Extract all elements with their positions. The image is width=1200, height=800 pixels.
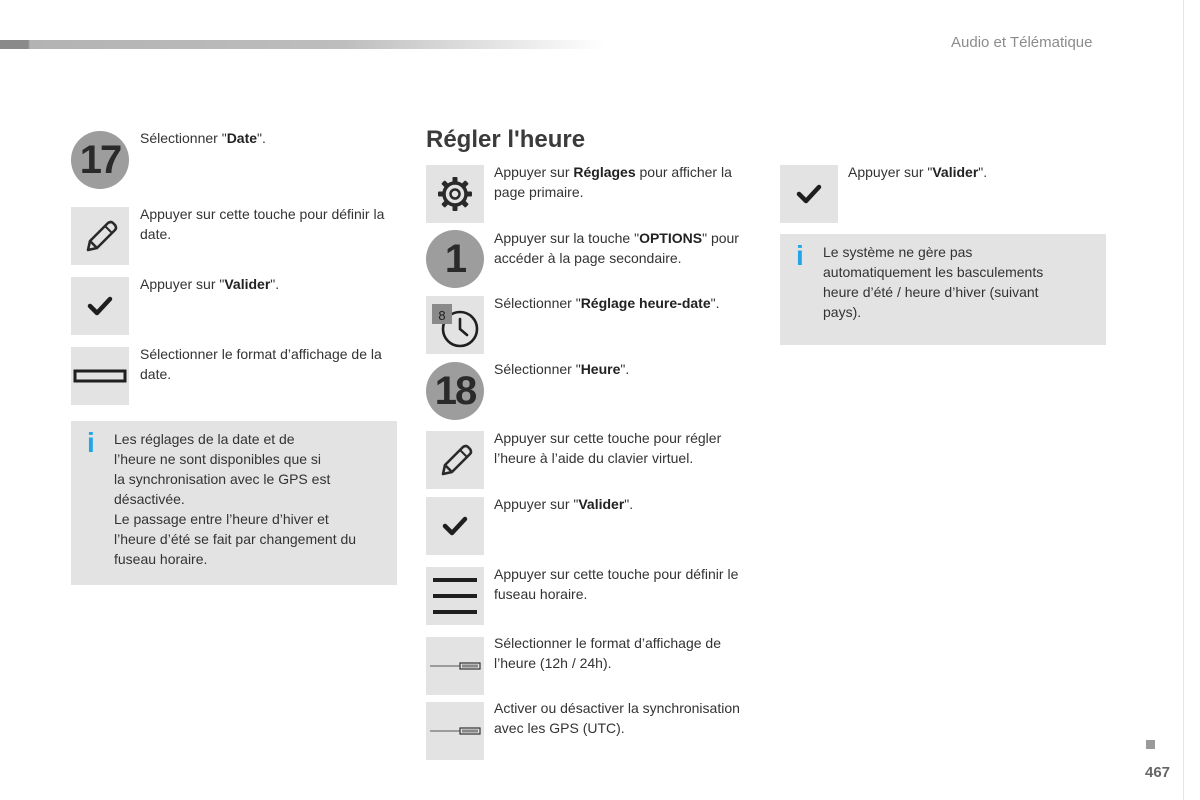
- step-17-badge: [71, 131, 129, 189]
- step-number: 18: [434, 368, 476, 413]
- date-time-setting-button[interactable]: [426, 296, 484, 354]
- checkmark-icon: [85, 291, 115, 321]
- date-format-button[interactable]: [71, 347, 129, 405]
- gear-icon: [435, 174, 475, 214]
- pencil-icon: [78, 214, 122, 258]
- info-text: Les réglages de la date et de l’heure ne sont disponibles que si la synchronisation avec le GPS est désactivée. Le passage entre l’heure d’hiver et l’heure d’été se fait par changement du fuseau horaire.: [114, 431, 357, 567]
- gps-sync-toggle[interactable]: [426, 702, 484, 760]
- section-title: Audio et Télématique: [951, 34, 1093, 51]
- validate-final-text: Appuyer sur "Valider".: [848, 164, 988, 180]
- section-heading: Régler l'heure: [426, 126, 586, 153]
- step-18-badge: [426, 362, 484, 420]
- info-box-dst: [780, 234, 1106, 345]
- date-format-icon: [72, 366, 128, 386]
- info-box-date: [71, 421, 397, 585]
- edit-time-text: Appuyer sur cette touche pour régler l’heure à l’aide du clavier virtuel.: [494, 430, 722, 466]
- step-number: 1: [444, 236, 466, 281]
- step-17-text: Sélectionner "Date".: [140, 130, 266, 146]
- checkmark-icon: [794, 179, 824, 209]
- header-bar: [0, 40, 610, 49]
- toggle-icon: [428, 660, 482, 672]
- validate-time-button[interactable]: [426, 497, 484, 555]
- validate-time-text: Appuyer sur "Valider".: [494, 496, 634, 512]
- step-number: 17: [79, 137, 121, 182]
- info-icon: i: [796, 240, 804, 271]
- validate-final-button[interactable]: [780, 165, 838, 223]
- checkmark-icon: [440, 511, 470, 541]
- date-time-setting-text: Sélectionner "Réglage heure-date".: [494, 295, 720, 311]
- timezone-text: Appuyer sur cette touche pour définir le fuseau horaire.: [494, 566, 739, 602]
- info-icon: i: [87, 427, 95, 458]
- step-1-text: Appuyer sur la touche "OPTIONS" pour accéder à la page secondaire.: [494, 230, 739, 266]
- settings-button[interactable]: [426, 165, 484, 223]
- validate-date-text: Appuyer sur "Valider".: [140, 276, 280, 292]
- calendar-badge: 8: [438, 308, 446, 323]
- time-format-toggle[interactable]: [426, 637, 484, 695]
- edit-time-button[interactable]: [426, 431, 484, 489]
- time-format-text: Sélectionner le format d’affichage de l’heure (12h / 24h).: [494, 635, 721, 671]
- page-divider: [1183, 0, 1184, 800]
- page-number: 467: [1145, 764, 1171, 781]
- timezone-button[interactable]: [426, 567, 484, 625]
- edit-date-button[interactable]: [71, 207, 129, 265]
- info-text: Le système ne gère pas automatiquement les basculements heure d’été / heure d’hiver (suivant pays).: [823, 244, 1044, 320]
- clock-icon: [429, 299, 481, 351]
- page-marker: [1146, 740, 1155, 749]
- list-icon: [430, 572, 480, 620]
- gps-sync-text: Activer ou désactiver la synchronisation avec les GPS (UTC).: [494, 700, 740, 736]
- step-1-badge: [426, 230, 484, 288]
- validate-date-button[interactable]: [71, 277, 129, 335]
- pencil-icon: [433, 438, 477, 482]
- edit-date-text: Appuyer sur cette touche pour définir la date.: [140, 206, 385, 242]
- toggle-icon: [428, 725, 482, 737]
- settings-text: Appuyer sur Réglages pour afficher la page primaire.: [494, 164, 732, 200]
- date-format-text: Sélectionner le format d’affichage de la date.: [140, 346, 382, 382]
- step-18-text: Sélectionner "Heure".: [494, 361, 630, 377]
